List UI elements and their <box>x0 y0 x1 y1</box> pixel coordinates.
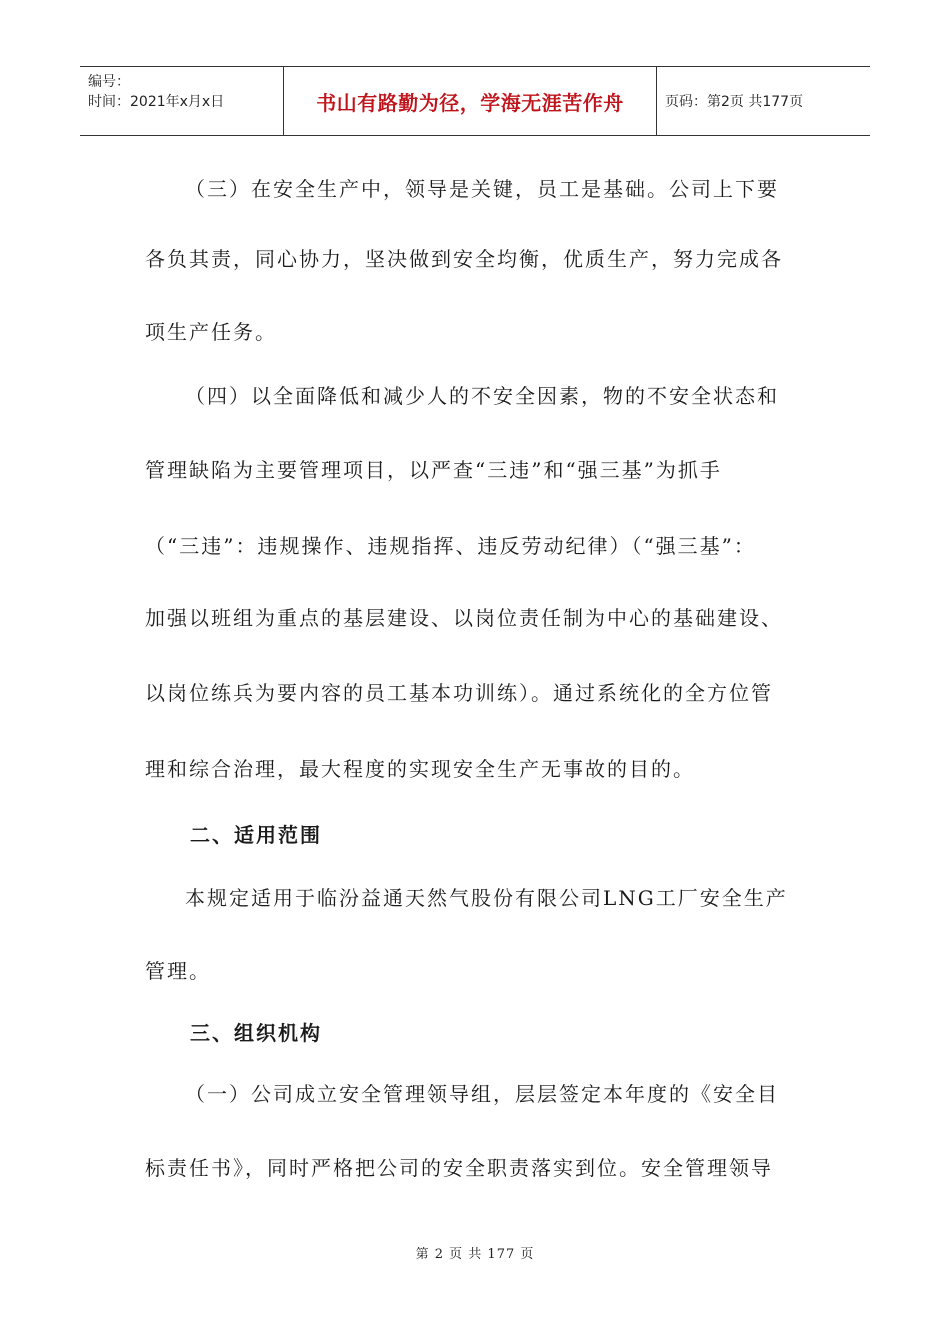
document-number-label: 编号： <box>88 74 130 90</box>
paragraph-line: 管理缺陷为主要管理项目，以严查“三违”和“强三基”为抓手 <box>145 458 722 482</box>
header-motto: 书山有路勤为径，学海无涯苦作舟 <box>283 67 657 135</box>
paragraph-line: 项生产任务。 <box>145 320 277 344</box>
section-heading: 二、适用范围 <box>190 823 322 847</box>
paragraph-line: 管理。 <box>145 959 211 983</box>
paragraph-line: 以岗位练兵为要内容的员工基本功训练）。通过系统化的全方位管 <box>145 681 773 705</box>
section-heading: 三、组织机构 <box>190 1021 322 1045</box>
paragraph-line: （三）在安全生产中，领导是关键，员工是基础。公司上下要 <box>185 177 779 201</box>
paragraph-line: 理和综合治理，最大程度的实现安全生产无事故的目的。 <box>145 757 695 781</box>
paragraph-line: （四）以全面降低和减少人的不安全因素，物的不安全状态和 <box>185 384 779 408</box>
paragraph-line: 各负其责，同心协力，坚决做到安全均衡，优质生产，努力完成各 <box>145 247 783 271</box>
paragraph-line: （一）公司成立安全管理领导组，层层签定本年度的《安全目 <box>185 1082 779 1106</box>
paragraph-line: 本规定适用于临汾益通天然气股份有限公司LNG工厂安全生产 <box>185 886 788 910</box>
page-header <box>80 66 870 136</box>
header-meta <box>80 67 283 135</box>
page-footer: 第 2 页 共 177 页 <box>415 1247 535 1262</box>
paragraph-line: 加强以班组为重点的基层建设、以岗位责任制为中心的基础建设、 <box>145 606 783 630</box>
document-date-label: 时间：2021年x月x日 <box>88 94 225 110</box>
paragraph-line: （“三违”：违规操作、违规指挥、违反劳动纪律）（“强三基”： <box>145 534 756 558</box>
header-page-info: 页码：第2页 共177页 <box>665 94 804 110</box>
paragraph-line: 标责任书》，同时严格把公司的安全职责落实到位。安全管理领导 <box>145 1156 773 1180</box>
